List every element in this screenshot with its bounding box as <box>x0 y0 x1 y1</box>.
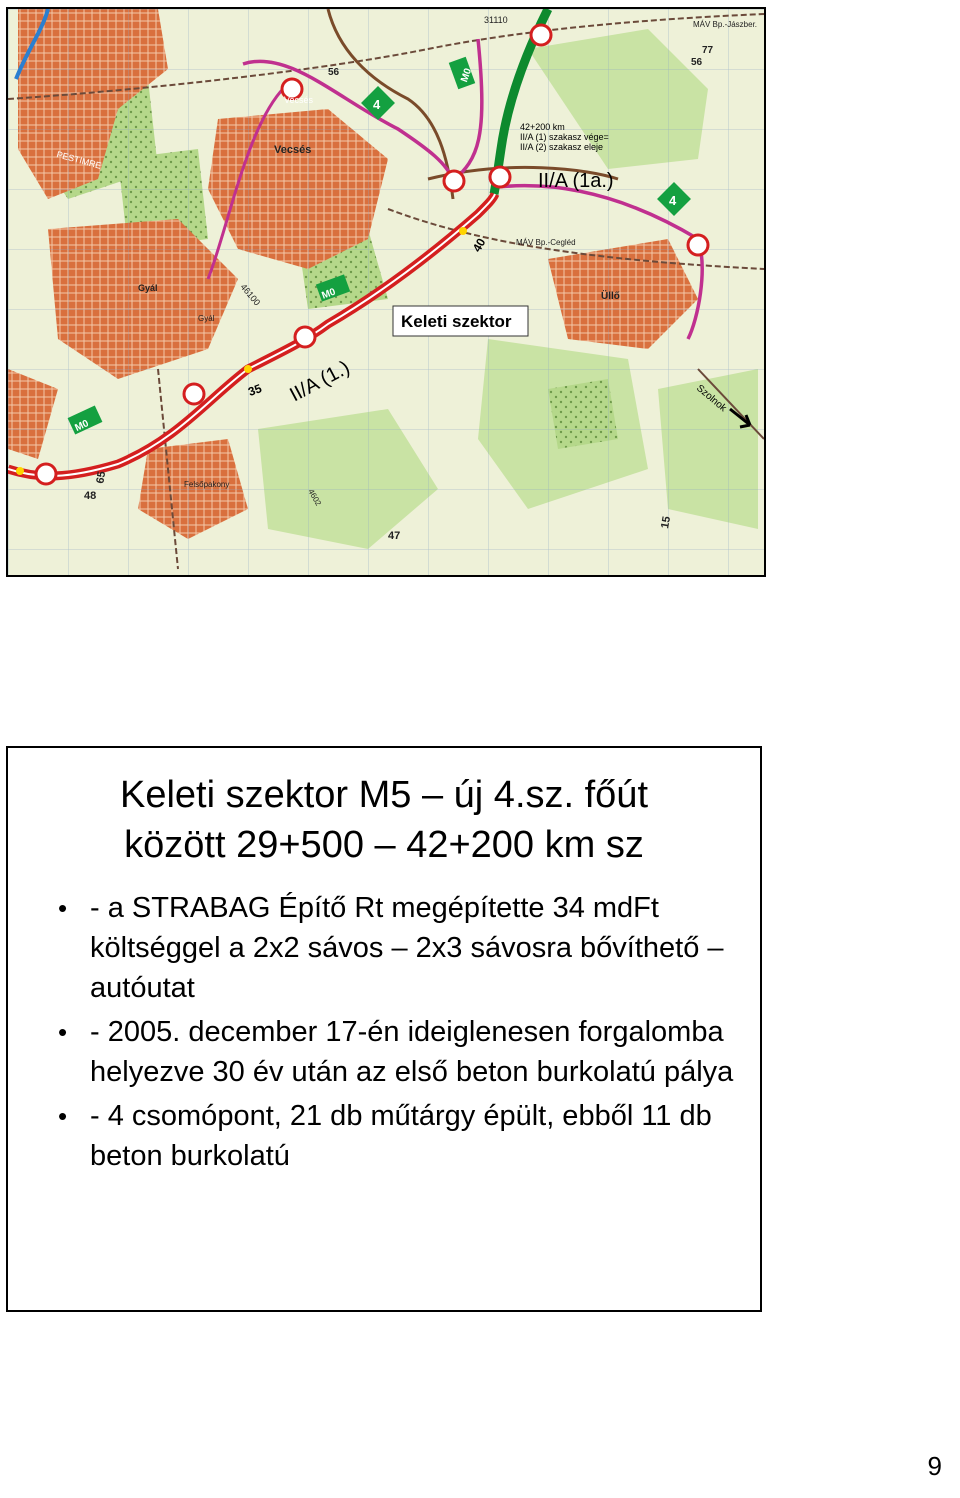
map-label-keleti-szektor: Keleti szektor <box>401 312 512 331</box>
map-label-m0: M0 <box>73 418 91 434</box>
map-label-mav: MÁV Bp.-Jászber. <box>693 20 758 29</box>
map-label-km-info: 42+200 km <box>520 122 565 132</box>
bullet-item <box>58 1012 748 1092</box>
bullet-text: - a STRABAG Építő Rt megépítette 34 mdFt költséggel a 2x2 sávos – 2x3 sávosra bővíthető – autóutat <box>90 892 724 1004</box>
km-marker <box>16 467 24 475</box>
map-label-56: 56 <box>691 57 703 68</box>
map-label-section-1a: II/A (1a.) <box>538 170 614 192</box>
junction-node <box>490 167 510 187</box>
map-label-47: 47 <box>388 530 401 542</box>
bullet-item <box>58 888 748 1008</box>
bullet-icon: • <box>58 1101 68 1131</box>
map-canvas <box>8 9 764 575</box>
bullet-list <box>58 888 748 1180</box>
map-label-section-1: II/A (1.) <box>286 356 354 407</box>
bullet-text: - 4 csomópont, 21 db műtárgy épült, ebből 11 db beton burkolatú <box>90 1100 712 1172</box>
map-label-km40: 40 <box>469 235 489 255</box>
map-label-31110: 31110 <box>484 15 508 25</box>
map-label-4: 4 <box>373 97 381 112</box>
junction-node <box>184 384 204 404</box>
map-label-15: 15 <box>659 515 674 530</box>
bullet-item <box>58 1096 748 1176</box>
bullet-text: - 2005. december 17-én ideiglenesen forgalomba helyezve 30 év után az első beton burkolatú pálya <box>90 1016 734 1088</box>
map-label-gyal-small: Gyál <box>198 314 215 323</box>
map-label-4: 4 <box>669 193 677 208</box>
map-label-vecses: Vecsés <box>274 144 312 156</box>
slide-content <box>6 746 762 1312</box>
junction-node <box>444 171 464 191</box>
map-label-pestimre: PESTIMRE <box>55 149 103 171</box>
slide-title <box>8 770 760 870</box>
map-label-4602: 4602 <box>306 487 323 508</box>
bullet-icon: • <box>58 1017 68 1047</box>
slide-title-line1: Keleti szektor M5 – új 4.sz. főút <box>119 774 648 816</box>
map-label-65: 65 <box>94 470 109 485</box>
map-label-48: 48 <box>84 490 97 502</box>
map-label-m0: M0 <box>320 286 338 302</box>
map-label-mav-cegled: MÁV Bp.-Cegléd <box>516 238 576 247</box>
map-label-46100: 46100 <box>238 281 263 308</box>
page-number: 9 <box>927 1451 942 1481</box>
map-label-ullo: Üllő <box>601 291 620 302</box>
map-label-szolnok: Szolnok <box>694 382 729 415</box>
bullet-icon: • <box>58 893 68 923</box>
slide-title-line2: között 29+500 – 42+200 km sz <box>124 824 644 866</box>
map-label-km35: 35 <box>246 381 264 399</box>
map-label-gyal: Gyál <box>138 283 158 293</box>
map-label-56: 56 <box>328 67 340 78</box>
junction-node <box>688 235 708 255</box>
map-label-77: 77 <box>702 45 714 56</box>
junction-node <box>295 327 315 347</box>
map-label-km-info: II/A (1) szakasz vége= <box>520 132 609 142</box>
junction-node <box>531 25 551 45</box>
km-marker <box>244 365 252 373</box>
junction-node <box>36 464 56 484</box>
map-label-m0: M0 <box>459 66 475 84</box>
km-marker <box>459 227 467 235</box>
map-label-vecses-small: Vecsés <box>284 95 314 105</box>
topographic-map <box>6 7 766 577</box>
map-label-km-info: II/A (2) szakasz eleje <box>520 142 604 152</box>
map-label-felsopakony: Felsőpakony <box>184 480 230 489</box>
